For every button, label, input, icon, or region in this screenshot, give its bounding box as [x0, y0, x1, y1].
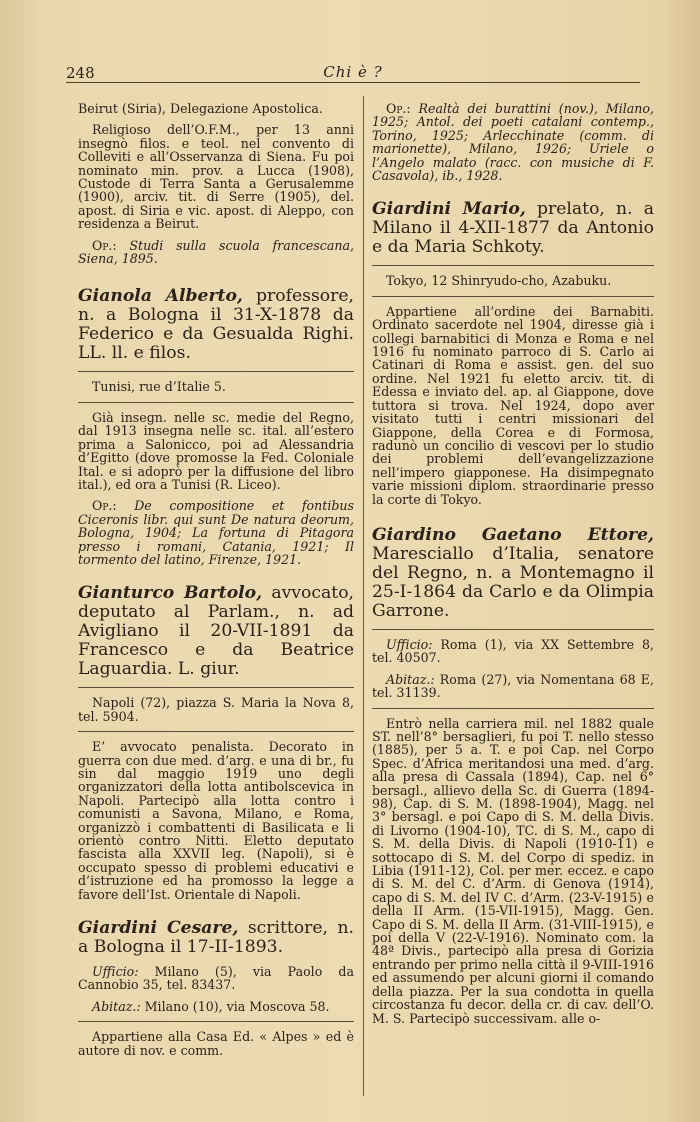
left-column	[78, 102, 354, 1065]
entry-bio: Entrò nella carriera mil. nel 1882 quale ST. nell’8° bersaglieri, fu poi T. nello stesso (1885), per 5 a. T. e poi Cap. nel Corpo Spec. d’Africa meritandosi una med. d’arg. alla presa di Cassala (1894), Cap. nel 6° bersagl., allievo della Sc. di Guerra (1894-98), Cap. di S. M. (1898-1904), Magg. nel 3° bersagl. e poi Capo di S. M. della Divis. di Livorno (1904-10), TC. di S. M., capo di S. M. della Divis. di Napoli (1910-11) e sottocapo di S. M. del Corpo di spediz. in Libia (1911-12), Col. per mer. eccez. e capo di S. M. del C. d’Arm. di Genova (1914), capo di S. M. del IV C. d’Arm. (23-V-1915) e della II Arm. (15-VII-1915), Magg. Gen. Capo di S. M. della II Arm. (31-VIII-1915), e poi della V (22-V-1916). Nominato com. la 48ª Divis., partecipò alla presa di Gorizia entrando per primo nella città il 9-VIII-1916 ed assumendo per alcuni giorni il comando della piazza. Per la sua condotta in quella circostanza fu decor. della cr. di cav. dell’O. M. S. Partecipò successivam. alle o-	[372, 715, 654, 1026]
works-text: Studi sulla scuola francescana, Siena, 1895.	[78, 237, 354, 267]
entry-home	[372, 673, 654, 700]
continued-entry-bio: Religioso dell’O.F.M., per 13 anni insegnò filos. e teol. nel convento di Colleviti e all’Osservanza di Siena. Fu poi nominato min. prov. a Lucca (1908), Custode di Terra Santa a Gerusalemme (1900), arciv. tit. di Serre (1905), del. apost. di Siria e vic. apost. di Aleppo, con residenza a Beirut.	[78, 122, 354, 232]
works-text: Realtà dei burattini (nov.), Milano, 1925; Antol. dei poeti catalani contemp., Torino, 1925; Arlecchinate (comm. di marionette), Milano, 1926; Uriele o l’Angelo malato (racc. con musiche di F. Casavola), ib., 1928.	[372, 101, 654, 184]
page-header	[66, 58, 640, 83]
running-title: Chi è ?	[323, 63, 383, 81]
entry-name: Giardini Mario,	[372, 199, 526, 220]
entry-address: Tunisi, rue d’Italie 5.	[92, 379, 226, 395]
separator	[78, 687, 354, 688]
entry-address: Napoli (72), piazza S. Maria la Nova 8, tel. 5904.	[78, 695, 354, 724]
separator	[78, 1021, 354, 1022]
entry-heading-gianola	[78, 287, 354, 363]
entry-heading-giardini-cesare	[78, 919, 354, 957]
entry-heading-text: Maresciallo d’Italia, senatore del Regno, n. a Montemagno il 25-I-1864 da Carlo e da Olimpia Garrone.	[372, 543, 654, 621]
separator	[372, 296, 654, 297]
continued-entry-works	[372, 102, 654, 182]
home-label: Abitaz.:	[92, 998, 141, 1014]
works-label: Op.:	[92, 498, 117, 514]
entry-heading-text: avvocato, deputato al Parlam., n. ad Avigliano il 20-VII-1891 da Francesco e da Beatrice Laguardia. L. giur.	[78, 583, 354, 680]
works-text: De compositione et fontibus Ciceronis libr. qui sunt De natura deorum, Bologna, 1904; La fortuna di Pitagora presso i romani, Catania, 1921; Il tormento del latino, Firenze, 1921.	[78, 498, 354, 567]
office-text: Roma (1), via XX Settembre 8, tel. 40507.	[372, 636, 654, 666]
entry-heading-giardini-mario	[372, 200, 654, 257]
separator	[78, 731, 354, 732]
office-label: Ufficio:	[386, 636, 433, 652]
entry-name: Giardini Cesare,	[78, 918, 239, 939]
column-divider	[363, 96, 364, 1096]
entry-heading-giardino	[372, 526, 654, 621]
entry-heading-text: prelato, n. a Milano il 4-XII-1877 da Antonio e da Maria Schkoty.	[372, 199, 654, 258]
office-label: Ufficio:	[92, 964, 139, 980]
entry-name: Gianturco Bartolo,	[78, 583, 263, 604]
entry-home	[78, 1000, 354, 1013]
separator	[78, 402, 354, 403]
works-label: Op.:	[386, 101, 411, 116]
entry-bio: Appartiene all’ordine dei Barnabiti. Ordinato sacerdote nel 1904, diresse già i collegi barnabitici di Monza e Roma e nel 1916 fu nominato parroco di S. Carlo ai Catinari di Roma e assist. gen. del suo ordine. Nel 1921 fu eletto arciv. tit. di Edessa e inviato del. ap. al Giappone, dove tuttora si trova. Nel 1924, dopo aver visitato tutti i centri missionari del Giappone, della Corea e di Formosa, radunò un concilio di vescovi per lo studio dei problemi dell’evangelizzazione nell’impero giapponese. Ha disimpegnato varie missioni diplom. straordinarie presso la corte di Tokyo.	[372, 303, 654, 507]
separator	[372, 265, 654, 266]
entry-bio: Appartiene alla Casa Ed. « Alpes » ed è autore di nov. e comm.	[78, 1029, 354, 1058]
entry-office	[372, 638, 654, 665]
page-number: 248	[66, 64, 95, 82]
separator	[372, 629, 654, 630]
separator	[78, 371, 354, 372]
continued-entry-works	[78, 239, 354, 266]
separator	[372, 708, 654, 709]
entry-heading-gianturco	[78, 584, 354, 679]
entry-office	[78, 965, 354, 992]
entry-heading-text: scrittore, n. a Bologna il 17-II-1893.	[78, 918, 354, 958]
entry-address: Tokyo, 12 Shinryudo-cho, Azabuku.	[386, 273, 612, 289]
works-label: Op.:	[92, 237, 117, 253]
entry-name: Gianola Alberto,	[78, 286, 243, 307]
right-column	[372, 102, 654, 1033]
continued-entry-intro: Beirut (Siria), Delegazione Apostolica.	[78, 101, 323, 116]
entry-works	[78, 499, 354, 566]
office-text: Milano (5), via Paolo da Cannobio 35, tel. 83437.	[78, 964, 354, 993]
home-text: Roma (27), via Nomentana 68 E, tel. 31139.	[372, 671, 654, 701]
entry-bio: Già insegn. nelle sc. medie del Regno, dal 1913 insegna nelle sc. ital. all’estero prima a Salonicco, poi ad Alessandria d’Egitto (dove promosse la Fed. Coloniale Ital. e si adoprò per la diffusione del libro ital.), ed ora a Tunisi (R. Liceo).	[78, 409, 354, 492]
home-text: Milano (10), via Moscova 58.	[140, 998, 330, 1014]
entry-bio: E’ avvocato penalista. Decorato in guerra con due med. d’arg. e una di br., fu sin dal maggio 1919 uno degli organizzatori della lotta antibolscevica in Napoli. Partecipò alla lotta contro i comunisti a Savona, Milano, e Roma, organizzò i combattenti di Basilicata e li orientò contro Nitti. Eletto deputato fascista alla XXVII leg. (Napoli), si è occupato spesso di problemi educativi e d’istruzione ed ha promosso la legge a favore dell’Ist. Orientale di Napoli.	[78, 739, 354, 902]
entry-name: Giardino Gaetano Ettore,	[372, 524, 654, 545]
home-label: Abitaz.:	[386, 671, 435, 687]
entry-heading-text: professore, n. a Bologna il 31-X-1878 da Federico e da Gesualda Righi. LL. ll. e filos.	[78, 286, 354, 364]
